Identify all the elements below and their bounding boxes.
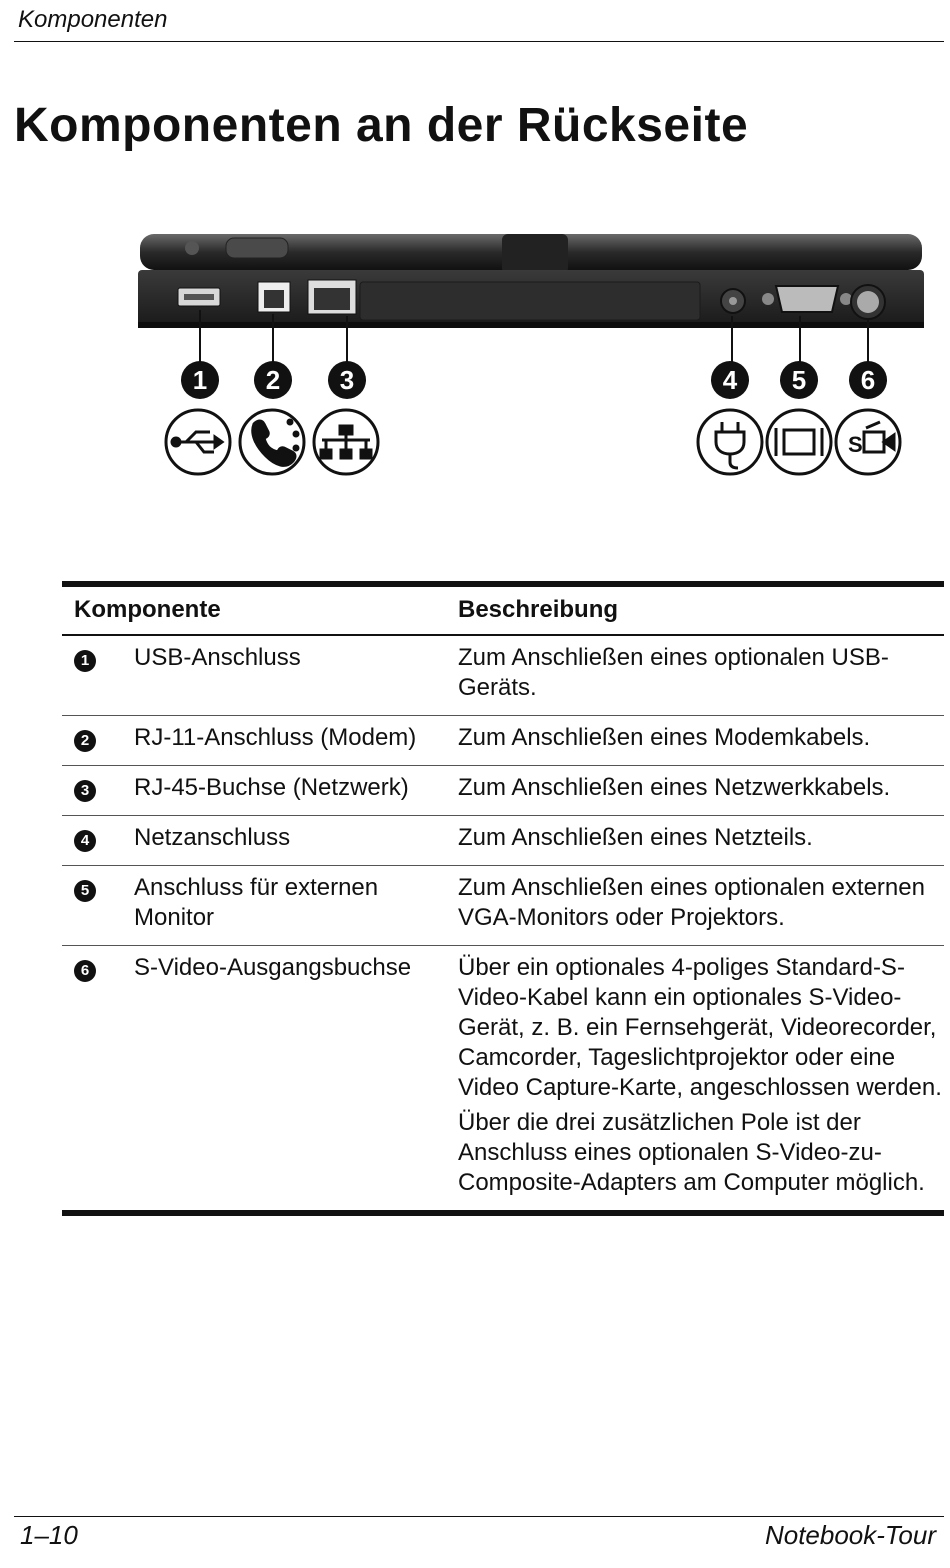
section-name: Notebook-Tour [764, 1520, 936, 1550]
callout-6: 6 [860, 365, 876, 395]
callout-1: 1 [192, 365, 208, 395]
row-number: 6 [74, 960, 96, 982]
row-number: 2 [74, 730, 96, 752]
component-name: RJ-45-Buchse (Netzwerk) [134, 774, 409, 801]
row-number: 1 [74, 650, 96, 672]
component-description: Zum Anschließen eines Netzteils. [458, 824, 813, 851]
component-name: Netzanschluss [134, 824, 291, 851]
callout-5: 5 [791, 365, 807, 395]
component-name: Anschluss für externen Monitor [134, 874, 379, 931]
table-row [62, 946, 944, 1214]
page-title: Komponenten an der Rückseite [14, 99, 749, 152]
s-video-icon [836, 410, 900, 474]
component-description: Zum Anschließen eines Netzwerkkabels. [458, 774, 891, 801]
row-number: 3 [74, 780, 96, 802]
power-port [721, 289, 745, 313]
callout-4: 4 [722, 365, 738, 395]
component-name: S-Video-Ausgangsbuchse [134, 954, 412, 981]
row-number: 5 [74, 880, 96, 902]
network-icon [314, 410, 378, 474]
svideo-icon-letter: S [848, 432, 863, 457]
row-number: 4 [74, 830, 96, 852]
rj45-port [308, 280, 356, 314]
header-rule [14, 41, 944, 42]
component-description: Zum Anschließen eines optionalen externen VGA-Monitors oder Projektors. [458, 874, 925, 931]
phone-modem-icon [240, 410, 304, 474]
monitor-icon [767, 410, 831, 474]
rear-panel-figure [130, 224, 930, 484]
components-table [62, 581, 944, 1216]
callout-2: 2 [265, 365, 281, 395]
table-row [62, 716, 944, 766]
table-header-row [62, 584, 944, 635]
component-description: Zum Anschließen eines optionalen USB-Geräts. [458, 644, 889, 701]
footer-rule [14, 1516, 944, 1517]
header-komponente: Komponente [74, 596, 221, 623]
usb-icon [166, 410, 230, 474]
table-row [62, 635, 944, 716]
table-row [62, 866, 944, 946]
rj11-port [258, 282, 290, 312]
power-plug-icon [698, 410, 762, 474]
table-row [62, 816, 944, 866]
notebook-lid [140, 234, 922, 274]
component-description: Zum Anschließen eines Modemkabels. [458, 724, 871, 751]
svideo-port [851, 285, 885, 319]
usb-port [178, 288, 220, 306]
table-row [62, 766, 944, 816]
running-header: Komponenten [18, 6, 168, 33]
component-name: RJ-11-Anschluss (Modem) [134, 724, 417, 751]
component-name: USB-Anschluss [134, 644, 301, 671]
page-number: 1–10 [20, 1520, 78, 1550]
header-beschreibung: Beschreibung [458, 596, 619, 623]
callout-3: 3 [339, 365, 355, 395]
component-description: Über ein optionales 4-poliges Standard-S-Video-Kabel kann ein optionales S-Video-Gerät, z. B. ein Fernsehgerät, Videorecorder, Camcorder, Tageslichtprojektor oder eine Video Capture-Karte, angeschlossen werden. Über die drei zusätzlichen Pole ist der Anschluss eines optionalen S-Video-zu-Composite-Adapters am Computer möglich. [458, 954, 942, 1196]
